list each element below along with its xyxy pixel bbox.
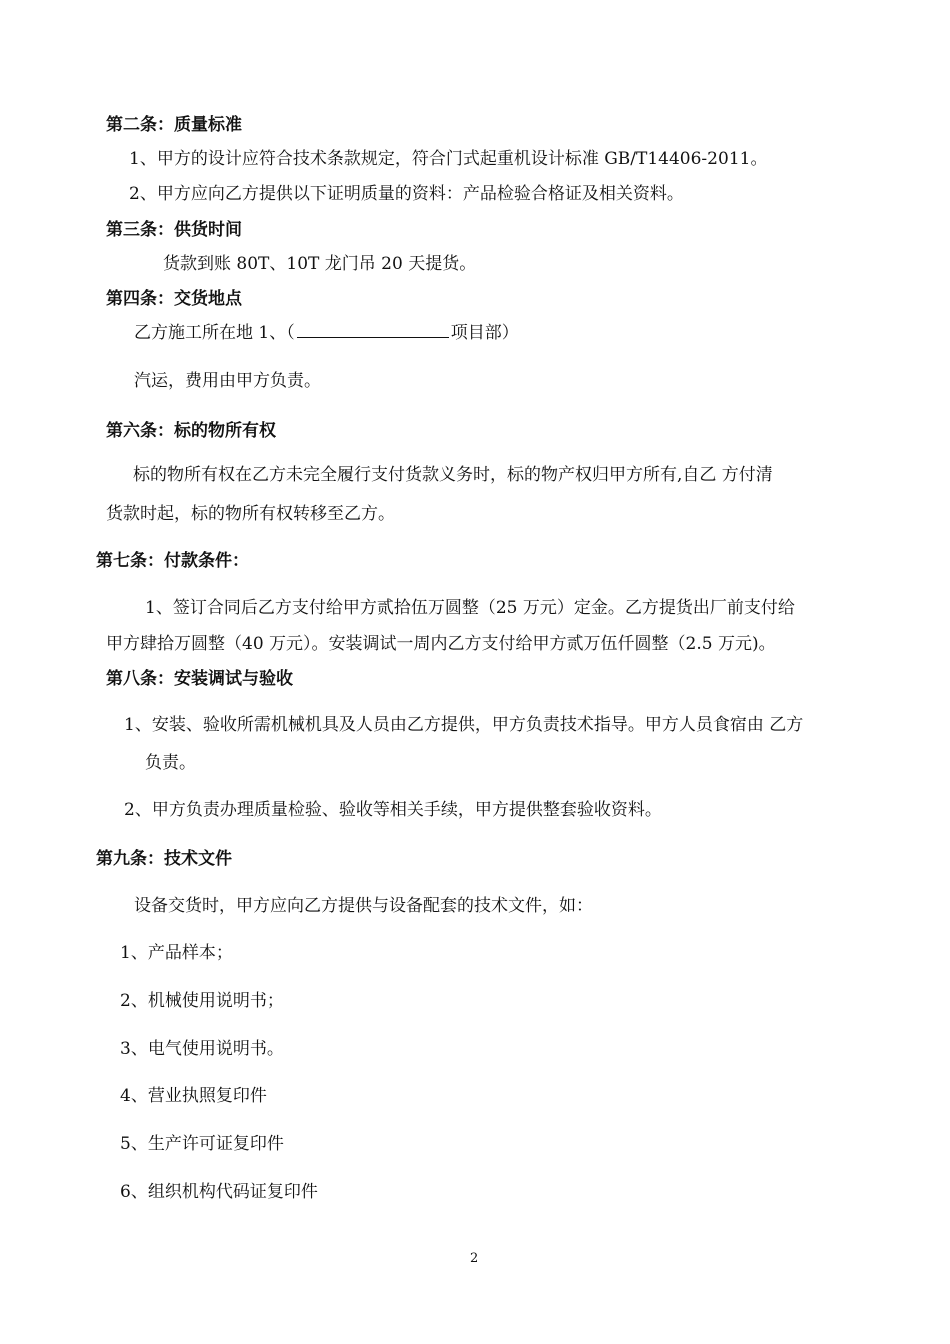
article-4-transport: 汽运，费用由甲方负责。: [134, 371, 321, 391]
article-6-line-1: 标的物所有权在乙方未完全履行支付货款义务时，标的物产权归甲方所有,自乙 方付清: [133, 465, 773, 485]
list-item: 2、机械使用说明书；: [120, 991, 284, 1011]
article-7-line-1: 1、签订合同后乙方支付给甲方贰拾伍万圆整（25 万元）定金。乙方提货出厂前支付给: [145, 598, 795, 618]
article-8-heading: 第八条：安装调试与验收: [106, 669, 293, 689]
list-item: 5、生产许可证复印件: [120, 1134, 284, 1154]
article-4-heading: 第四条：交货地点: [106, 289, 242, 309]
article-9-heading: 第九条：技术文件: [96, 849, 232, 869]
article-3-text: 货款到账 80T、10T 龙门吊 20 天提货。: [163, 254, 477, 274]
article-8-item-2: 2、甲方负责办理质量检验、验收等相关手续，甲方提供整套验收资料。: [124, 800, 662, 820]
article-6-heading: 第六条：标的物所有权: [106, 421, 276, 441]
article-9-intro: 设备交货时，甲方应向乙方提供与设备配套的技术文件，如：: [134, 896, 593, 916]
article-2-item-1: 1、甲方的设计应符合技术条款规定，符合门式起重机设计标准 GB/T14406-2011。: [129, 149, 768, 169]
article-8-item-1-line-2: 负责。: [145, 753, 196, 773]
article-2-heading: 第二条：质量标准: [106, 115, 242, 135]
article-7-heading: 第七条：付款条件：: [96, 551, 249, 571]
list-item: 6、组织机构代码证复印件: [120, 1182, 318, 1202]
article-2-item-2: 2、甲方应向乙方提供以下证明质量的资料：产品检验合格证及相关资料。: [129, 184, 684, 204]
location-suffix: 项目部）: [450, 323, 519, 343]
list-item: 1、产品样本；: [120, 943, 233, 963]
article-6-line-2: 货款时起，标的物所有权转移至乙方。: [106, 504, 395, 524]
list-item: 3、电气使用说明书。: [120, 1039, 284, 1059]
page-number: 2: [470, 1251, 479, 1266]
article-3-heading: 第三条：供货时间: [106, 220, 242, 240]
location-prefix: 乙方施工所在地 1、（: [134, 323, 295, 343]
article-4-location: [134, 322, 519, 344]
list-item: 4、营业执照复印件: [120, 1086, 267, 1106]
article-8-item-1-line-1: 1、安装、验收所需机械机具及人员由乙方提供，甲方负责技术指导。甲方人员食宿由 乙方: [124, 715, 804, 735]
project-name-blank: [297, 322, 449, 338]
article-7-line-2: 甲方肆拾万圆整（40 万元）。安装调试一周内乙方支付给甲方贰万伍仟圆整（2.5 万元)。: [106, 634, 776, 654]
